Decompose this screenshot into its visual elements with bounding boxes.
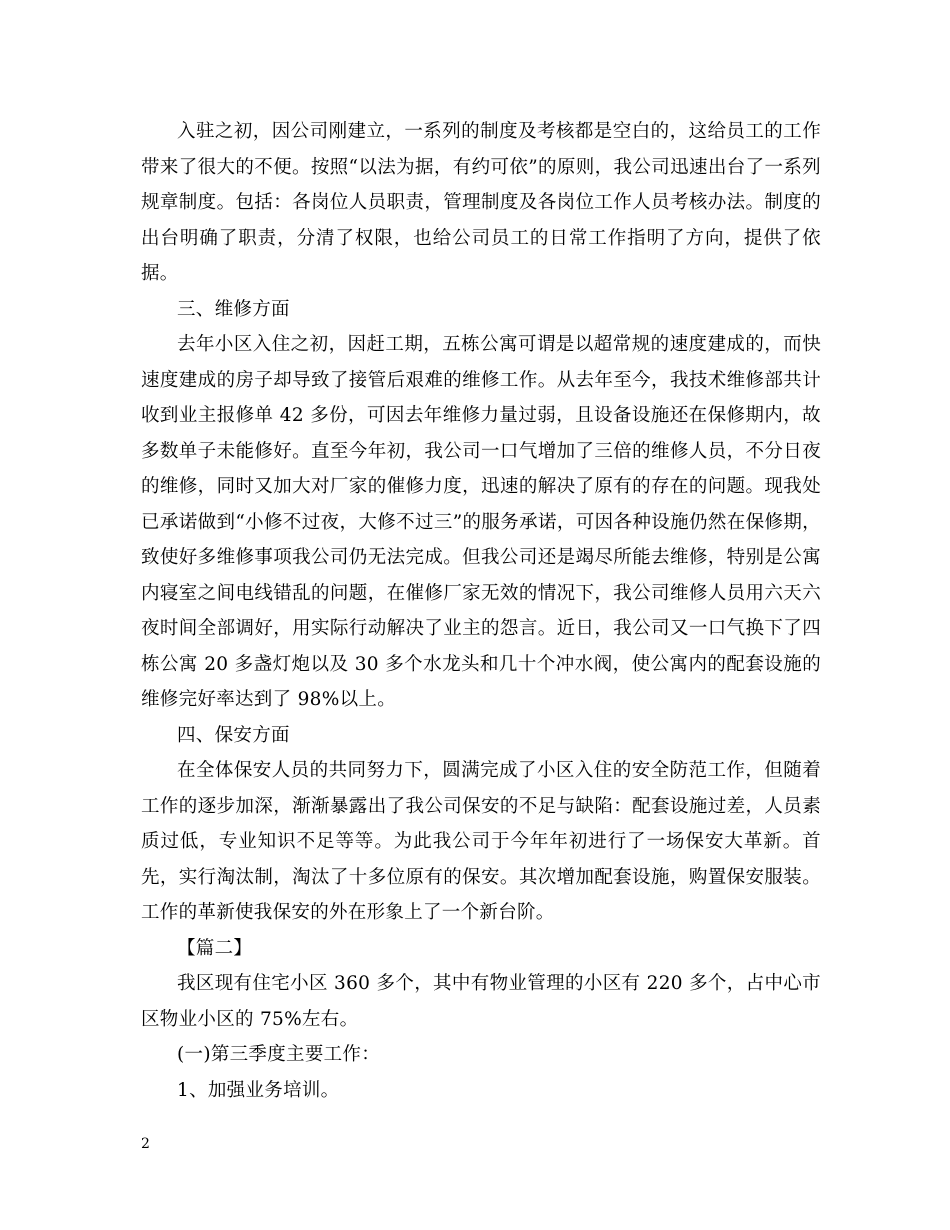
heading-security: 四、保安方面 [177,724,290,746]
heading-maintenance: 三、维修方面 [177,298,290,320]
paragraph-maintenance: 去年小区入住之初，因赶工期，五栋公寓可谓是以超常规的速度建成的，而快速度建成的房子却导致了接管后艰难的维修工作。从去年至今，我技术维修部共计收到业主报修单 42 多份，可因去年维修力量过弱，且设备设施还在保修期内，故多数单子未能修好。直至今年初，我公司一口气增加了三倍的维修人员，不分日夜的维修，同时又加大对厂家的催修力度，迅速的解决了原有的存在的问题。现我处已承诺做到“小修不过夜，大修不过三”的服务承诺，可因各种设施仍然在保修期，致使好多维修事项我公司仍无法完成。但我公司还是竭尽所能去维修，特别是公寓内寝室之间电线错乱的问题，在催修厂家无效的情况下，我公司维修人员用六天六夜时间全部调好，用实际行动解决了业主的怨言。近日，我公司又一口气换下了四栋公寓 20 多盏灯炮以及 30 多个水龙头和几十个冲水阀，使公寓内的配套设施的维修完好率达到了 98%以上。 [141,334,821,710]
heading-q3-work: (一)第三季度主要工作： [177,1044,381,1065]
list-item-training: 1、加强业务培训。 [177,1079,340,1101]
page-body [141,114,821,1108]
heading-part-two: 【篇二】 [177,937,253,959]
paragraph-system-setup: 入驻之初，因公司刚建立，一系列的制度及考核都是空白的，这给员工的工作带来了很大的不便。按照“以法为据，有约可依”的原则，我公司迅速出台了一系列规章制度。包括：各岗位人员职责，管理制度及各岗位工作人员考核办法。制度的出台明确了职责，分清了权限，也给公司员工的日常工作指明了方向，提供了依据。 [141,121,821,284]
page-number: 2 [141,1136,150,1152]
paragraph-residential-overview: 我区现有住宅小区 360 多个，其中有物业管理的小区有 220 多个，占中心市区物业小区的 75%左右。 [141,973,821,1030]
paragraph-security: 在全体保安人员的共同努力下，圆满完成了小区入住的安全防范工作，但随着工作的逐步加深，渐渐暴露出了我公司保安的不足与缺陷：配套设施过差，人员素质过低，专业知识不足等等。为此我公司于今年年初进行了一场保安大革新。首先，实行淘汰制，淘汰了十多位原有的保安。其次增加配套设施，购置保安服装。工作的革新使我保安的外在形象上了一个新台阶。 [141,760,821,923]
